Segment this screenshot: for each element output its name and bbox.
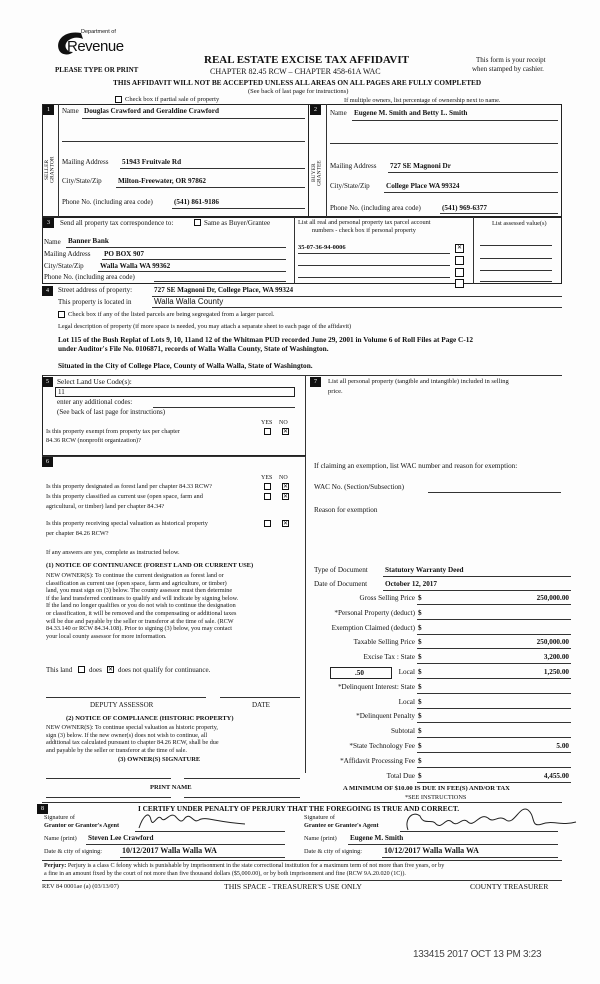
section-6-number: 6 <box>42 457 53 467</box>
tax-row-label: Excise Tax : State <box>363 653 415 662</box>
tax-row-value[interactable]: 5.00 <box>556 742 569 750</box>
owner-signature-title: (3) OWNER(S) SIGNATURE <box>118 756 201 763</box>
grantee-date-label: Date & city of signing: <box>304 848 363 855</box>
form-title: REAL ESTATE EXCISE TAX AFFIDAVIT <box>204 54 409 66</box>
notice-line: sign (3) below. If the new owner(s) does not wish to continue, all <box>46 731 208 739</box>
tax-row-label: *Personal Property (deduct) <box>334 608 415 617</box>
parcel-header-1: List all real and personal property tax parcel account <box>298 219 431 226</box>
buyer-address-label: Mailing Address <box>330 162 377 170</box>
tax-row-label: *Delinquent Interest: State <box>337 682 415 691</box>
historic-no-checkbox[interactable] <box>282 520 289 527</box>
corr-city-label: City/State/Zip <box>44 262 84 270</box>
tax-row-label: Exemption Claimed (deduct) <box>331 623 415 632</box>
multiple-owners-note: If multiple owners, list percentage of ownership next to name. <box>344 97 501 104</box>
tax-row-underline <box>417 663 571 664</box>
treasurer-space-label: THIS SPACE - TREASURER'S USE ONLY <box>224 882 362 891</box>
assessor-date-line[interactable] <box>220 697 300 698</box>
section-1-number: 1 <box>43 105 54 115</box>
corr-address-label: Mailing Address <box>44 250 91 258</box>
tax-row-value[interactable]: 250,000.00 <box>536 638 569 647</box>
yes-header: YES <box>261 420 273 426</box>
tax-row-underline <box>417 648 571 649</box>
tax-row-underline <box>417 722 571 723</box>
tax-row-underline <box>417 693 571 694</box>
grantor-name[interactable]: Steven Lee Crawford <box>88 834 154 842</box>
perjury-line-1: Perjury is a class C felony which is punishable by imprisonment in the state correctional institution for a maximum term of not more than five years, or by <box>67 863 445 869</box>
exempt-yes-checkbox[interactable] <box>264 428 271 435</box>
personal-property-checkbox[interactable] <box>455 268 464 277</box>
historic-question-2: per chapter 84.26 RCW? <box>46 530 109 537</box>
tax-row-value[interactable]: 4,455.00 <box>543 771 569 780</box>
notice-line: NEW OWNER(S): To continue the current designation as forest land or <box>46 572 224 579</box>
exempt-no-checkbox[interactable] <box>282 428 289 435</box>
wac-input[interactable] <box>428 492 561 493</box>
additional-codes-input[interactable] <box>153 407 295 408</box>
currency-symbol: $ <box>418 668 422 676</box>
grantor-signature[interactable] <box>135 806 255 832</box>
currency-symbol: $ <box>418 653 422 662</box>
notice-line: and payable by the seller or transferor at the time of sale. <box>46 746 187 754</box>
tax-row-label: Gross Selling Price <box>359 594 415 602</box>
exempt-question-1: Is this property exempt from property tax per chapter <box>46 428 180 435</box>
legal-description-3[interactable]: Situated in the City of College Place, County of Walla Walla, State of Washington. <box>58 361 313 370</box>
grantor-name-label: Name (print) <box>44 835 77 842</box>
does-label: does <box>89 666 102 674</box>
current-use-yes-checkbox[interactable] <box>264 493 271 500</box>
currency-symbol: $ <box>418 727 422 736</box>
seller-name[interactable]: Douglas Crawford and Geraldine Crawford <box>84 107 219 115</box>
this-land-label: This land <box>46 666 73 674</box>
seller-name-label: Name <box>62 107 79 115</box>
buyer-address[interactable]: 727 SE Magnoni Dr <box>390 162 451 170</box>
current-use-question-2: agricultural, or timber) land per chapter 84.34? <box>46 503 165 510</box>
print-name-line[interactable] <box>46 797 171 798</box>
forest-land-question: Is this property designated as forest land per chapter 84.33 RCW? <box>46 483 212 490</box>
notice-continuance-title: (1) NOTICE OF CONTINUANCE (FOREST LAND OR CURRENT USE) <box>46 562 254 569</box>
parcel-number[interactable]: 35-07-36-94-0006 <box>298 244 346 251</box>
seller-address[interactable]: 51943 Fruitvale Rd <box>122 158 182 166</box>
forest-yes-checkbox[interactable] <box>264 483 271 490</box>
section-3-number: 3 <box>43 218 54 228</box>
currency-symbol: $ <box>418 638 422 647</box>
notice-compliance-title: (2) NOTICE OF COMPLIANCE (HISTORIC PROPERTY) <box>66 715 234 722</box>
currency-symbol: $ <box>418 623 422 632</box>
tax-row-underline <box>417 604 571 605</box>
assessor-date-label: DATE <box>252 701 270 709</box>
local-rate-input[interactable]: .50 <box>330 667 392 679</box>
currency-symbol: $ <box>418 697 422 706</box>
grantor-sig-label-1: Signature of <box>44 814 75 821</box>
grantor-sig-label-2: Grantor or Grantor's Agent <box>44 822 120 829</box>
doc-type-label: Type of Document <box>314 566 368 574</box>
exempt-question-2: 84.36 RCW (nonprofit organization)? <box>46 437 141 444</box>
tax-row-value[interactable]: 1,250.00 <box>543 668 569 676</box>
tax-row-value[interactable]: 250,000.00 <box>536 594 569 602</box>
tax-row-underline <box>417 634 571 635</box>
correspondence-label: Send all property tax correspondence to: <box>60 219 174 227</box>
notice-line: if the land transferred continues to qualify and will indicate by signing below. <box>46 594 239 602</box>
doc-date[interactable]: October 12, 2017 <box>385 580 437 588</box>
wac-label: WAC No. (Section/Subsection) <box>314 483 405 491</box>
doc-date-label: Date of Document <box>314 580 368 588</box>
currency-symbol: $ <box>418 756 422 765</box>
property-county[interactable]: Walla Walla County <box>154 297 224 306</box>
segregated-checkbox[interactable] <box>58 311 65 318</box>
currency-symbol: $ <box>418 608 422 617</box>
personal-property-label-1: List all personal property (tangible and intangible) included in selling <box>328 378 509 385</box>
notice-line: or classification, it will be removed and the compensating or additional taxes <box>46 609 237 617</box>
corr-city[interactable]: Walla Walla WA 99362 <box>100 262 171 270</box>
dor-logo <box>55 28 140 68</box>
tax-row-label: *Delinquent Penalty <box>356 712 415 721</box>
buyer-phone-label: Phone No. (including area code) <box>330 204 421 212</box>
grantee-signature[interactable] <box>402 802 578 838</box>
tax-row-label: Taxable Selling Price <box>353 638 415 647</box>
seller-city-label: City/State/Zip <box>62 177 102 185</box>
exemption-label: If claiming an exemption, list WAC number and reason for exemption: <box>314 462 518 470</box>
personal-property-label-2: price. <box>328 388 343 395</box>
notice-line: your local county assessor for more information. <box>46 632 167 640</box>
logo-top-text: Department of <box>81 29 116 35</box>
tax-row-underline <box>417 708 571 709</box>
same-as-buyer-checkbox[interactable] <box>194 219 201 226</box>
notice-line: If the land no longer qualifies or you do not wish to continue the designation <box>46 602 236 610</box>
tax-row-label: *Affidavit Processing Fee <box>340 756 415 765</box>
no-header: NO <box>279 420 288 426</box>
legal-label: Legal description of property (if more space is needed, you may attach a separate sheet to each page of the affidavit) <box>58 323 352 330</box>
receipt-note-1: This form is your receipt <box>476 56 546 64</box>
property-street[interactable]: 727 SE Magnoni Dr, College Place, WA 99324 <box>154 286 294 294</box>
tax-row-underline <box>417 752 571 753</box>
personal-property-checkbox[interactable] <box>455 244 464 253</box>
buyer-city-label: City/State/Zip <box>330 182 370 190</box>
certify-statement: I CERTIFY UNDER PENALTY OF PERJURY THAT THE FOREGOING IS TRUE AND CORRECT. <box>138 804 460 813</box>
historic-question-1: Is this property receiving special valuation as historical property <box>46 520 208 527</box>
if-yes-note: If any answers are yes, complete as instructed below. <box>46 549 180 556</box>
section-4-number: 4 <box>42 286 53 296</box>
corr-name-label: Name <box>44 238 61 246</box>
seller-address-label: Mailing Address <box>62 158 109 166</box>
receipt-note-2: when stamped by cashier. <box>472 65 544 73</box>
notice-line: additional tax calculated pursuant to chapter 84.26 RCW, shall be due <box>46 739 219 747</box>
see-back-note: (See back of last page for instructions) <box>248 88 349 95</box>
located-label: This property is located in <box>58 298 132 306</box>
corr-address[interactable]: PO BOX 907 <box>104 250 144 258</box>
additional-codes-label: enter any additional codes: <box>57 398 133 406</box>
partial-sale-label: Check box if partial sale of property <box>125 96 220 103</box>
buyer-side-label: BUYER GRANTEE <box>311 160 323 186</box>
tax-row-label: *State Technology Fee <box>349 742 415 750</box>
notice-line: will be due and payable by the seller or transferor at the time of sale. (RCW <box>46 617 234 625</box>
see-instructions-note: *SEE INSTRUCTIONS <box>405 794 467 801</box>
currency-symbol: $ <box>418 712 422 721</box>
currency-symbol: $ <box>418 682 422 691</box>
owner-signature-line[interactable] <box>46 778 171 779</box>
grantor-date[interactable]: 10/12/2017 Walla Walla WA <box>122 846 217 855</box>
seller-side-label: SELLER GRANTOR <box>44 156 56 184</box>
parcel-header-2: numbers - check box if personal property <box>312 227 416 234</box>
reason-label: Reason for exemption <box>314 506 378 514</box>
notice-compliance-text <box>46 724 219 754</box>
corr-name[interactable]: Banner Bank <box>68 237 109 245</box>
land-use-code-input[interactable]: 11 <box>55 387 295 397</box>
tax-row-underline <box>417 678 571 679</box>
print-name-line-2[interactable] <box>184 797 300 798</box>
historic-yes-checkbox[interactable] <box>264 520 271 527</box>
tax-row-label: Subtotal <box>391 727 415 736</box>
cashier-stamp: 133415 2017 OCT 13 PM 3:23 <box>413 949 542 960</box>
section-7-number: 7 <box>310 377 321 387</box>
does-not-label: does not qualify for continuance. <box>118 666 211 674</box>
buyer-name[interactable]: Eugene M. Smith and Betty L. Smith <box>354 109 468 117</box>
notice-line: NEW OWNER(S): To continue special valuation as historic property, <box>46 724 218 731</box>
perjury-bold: Perjury: <box>44 863 67 869</box>
partial-sale-checkbox[interactable] <box>115 96 122 103</box>
section-8-number: 8 <box>37 804 48 814</box>
deputy-assessor-line[interactable] <box>46 697 206 698</box>
current-use-no-checkbox[interactable] <box>282 493 289 500</box>
personal-property-checkbox[interactable] <box>455 256 464 265</box>
currency-symbol: $ <box>418 771 422 780</box>
tax-row-label: Total Due <box>386 771 415 780</box>
tax-row-label: Local <box>398 697 415 706</box>
grantee-name-label: Name (print) <box>304 835 337 842</box>
perjury-notice <box>44 862 444 878</box>
tax-row-underline <box>417 619 571 620</box>
assessed-header: List assessed value(s) <box>492 220 547 227</box>
personal-property-checkbox[interactable] <box>455 279 464 288</box>
grantee-sig-label-2: Grantee or Grantee's Agent <box>304 822 379 829</box>
grantee-name[interactable]: Eugene M. Smith <box>350 834 404 842</box>
notice-continuance-text <box>46 572 238 640</box>
street-label: Street address of property: <box>58 286 133 294</box>
tax-row-underline <box>417 737 571 738</box>
buyer-city[interactable]: College Place WA 99324 <box>386 182 460 190</box>
does-not-qualify-checkbox[interactable] <box>107 666 114 673</box>
legal-description-2[interactable]: under Auditor's File No. 0106871, records of Walla Walla County, State of Washington. <box>58 344 329 353</box>
legal-description-1[interactable]: Lot 115 of the Bush Replat of Lots 9, 10, 11and 12 of the Whitman PUD recorded June 29, 2001 in Volume 6 of Roll Files at Page C-12 <box>58 335 474 344</box>
minimum-due-note: A MINIMUM OF $10.00 IS DUE IN FEE(S) AND/OR TAX <box>343 785 510 792</box>
corr-phone-label: Phone No. (including area code) <box>44 273 135 281</box>
same-as-buyer-label: Same as Buyer/Grantee <box>204 219 271 227</box>
grantee-date[interactable]: 10/12/2017 Walla Walla WA <box>384 846 479 855</box>
tax-row-underline <box>417 767 571 768</box>
s6-yes-header: YES <box>261 475 273 481</box>
completion-warning: THIS AFFIDAVIT WILL NOT BE ACCEPTED UNLESS ALL AREAS ON ALL PAGES ARE FULLY COMPLETED <box>113 78 482 87</box>
doc-type[interactable]: Statutory Warranty Deed <box>385 566 464 574</box>
notice-line: 84.33.140 or RCW 84.34.108). Prior to signing (3) below, you may contact <box>46 625 232 633</box>
section-5-number: 5 <box>42 377 53 387</box>
county-treasurer-label: COUNTY TREASURER <box>470 882 549 891</box>
chapter-line: CHAPTER 82.45 RCW – CHAPTER 458-61A WAC <box>210 67 381 76</box>
section-2-number: 2 <box>310 105 321 115</box>
s6-no-header: NO <box>279 475 288 481</box>
currency-symbol: $ <box>418 742 422 750</box>
notice-line: land, you must sign on (3) below. The county assessor must then determine <box>46 587 233 595</box>
deputy-assessor-label: DEPUTY ASSESSOR <box>90 701 154 709</box>
buyer-name-label: Name <box>330 109 347 117</box>
notice-line: classification as current use (open space, farm and agriculture, or timber) <box>46 579 227 587</box>
grantor-date-label: Date & city of signing: <box>44 848 103 855</box>
forest-no-checkbox[interactable] <box>282 483 289 490</box>
segregated-label: Check box if any of the listed parcels are being segregated from a larger parcel. <box>68 311 275 318</box>
perjury-line-2: a fine in an amount fixed by the court of not more than five thousand dollars ($5,000.00), or by both imprisonment and fine (RCW 9A.20.020 (1C)). <box>44 871 406 877</box>
tax-row-underline <box>417 782 571 783</box>
land-use-see-back: (See back of last page for instructions) <box>57 408 166 416</box>
seller-phone[interactable]: (541) 861-9186 <box>174 198 219 206</box>
form-revision: REV 84 0001ae (a) (03/13/07) <box>42 883 119 890</box>
currency-symbol: $ <box>418 594 422 602</box>
does-qualify-checkbox[interactable] <box>78 666 85 673</box>
owner-signature-line-2[interactable] <box>184 778 300 779</box>
buyer-phone[interactable]: (541) 969-6377 <box>442 204 487 212</box>
current-use-question-1: Is this property classified as current use (open space, farm and <box>46 493 203 500</box>
grantee-sig-label-1: Signature of <box>304 814 335 821</box>
please-type: PLEASE TYPE OR PRINT <box>55 66 139 74</box>
seller-city[interactable]: Milton-Freewater, OR 97862 <box>118 177 207 185</box>
land-use-label: Select Land Use Code(s): <box>57 377 132 386</box>
tax-row-label: Local <box>398 668 415 676</box>
logo-main-text: Revenue <box>67 38 124 55</box>
print-name-label: PRINT NAME <box>150 784 192 791</box>
seller-phone-label: Phone No. (including area code) <box>62 198 153 206</box>
tax-row-value[interactable]: 3,200.00 <box>543 653 569 662</box>
